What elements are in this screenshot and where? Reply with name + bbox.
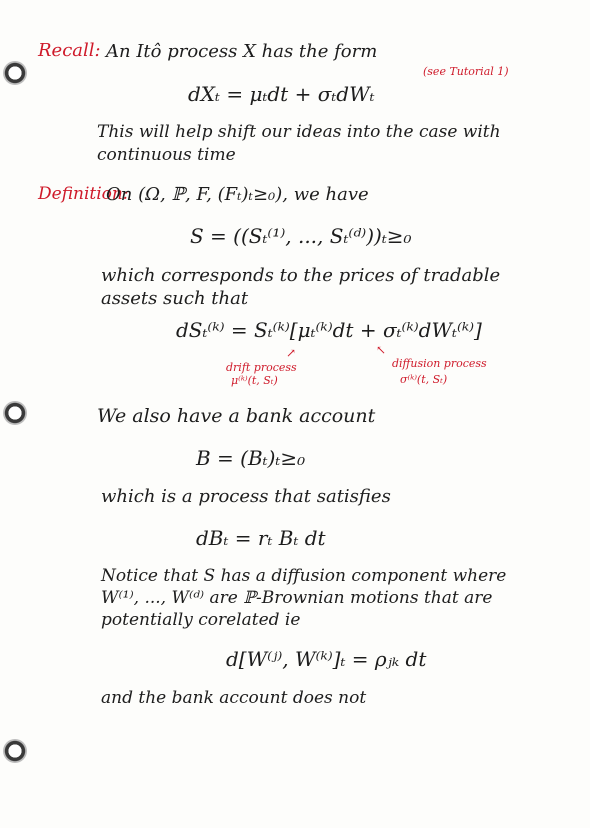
diffusion-arrow-icon: ↖	[376, 343, 387, 357]
notice-line4: and the bank account does not	[101, 688, 367, 708]
binder-hole-icon	[3, 61, 27, 85]
drift-label: drift process	[226, 361, 297, 374]
bank-equation: B = (Bₜ)ₜ≥₀	[196, 446, 306, 470]
definition-text: On (Ω, ℙ, F, (Fₜ)ₜ≥₀), we have	[106, 184, 369, 205]
recall-label: Recall:	[38, 40, 101, 61]
ito-equation: dXₜ = μₜdt + σₜdWₜ	[188, 82, 375, 106]
tutorial-note: (see Tutorial 1)	[423, 65, 509, 78]
recall-comment-line2: continuous time	[97, 145, 236, 165]
binder-hole-icon	[3, 739, 27, 763]
notice-line3: potentially corelated ie	[101, 610, 301, 630]
drift-arrow-icon: ↗	[286, 346, 297, 360]
notice-line2: W⁽¹⁾, ..., W⁽ᵈ⁾ are ℙ-Brownian motions that are	[101, 588, 493, 608]
asset-sde: dSₜ⁽ᵏ⁾ = Sₜ⁽ᵏ⁾[μₜ⁽ᵏ⁾dt + σₜ⁽ᵏ⁾dWₜ⁽ᵏ⁾]	[176, 318, 482, 342]
recall-comment-line1: This will help shift our ideas into the case with	[97, 122, 501, 142]
notice-line1: Notice that S has a diffusion component where	[101, 566, 507, 586]
definition-line1: which corresponds to the prices of tradable	[101, 265, 501, 286]
bank-line2: which is a process that satisfies	[101, 486, 391, 507]
diffusion-label: diffusion process	[392, 357, 487, 370]
definition-label: Definition:	[38, 184, 129, 204]
bank-line1: We also have a bank account	[97, 405, 376, 427]
diffusion-sub: σ⁽ᵏ⁾(t, Sₜ)	[400, 373, 448, 386]
drift-sub: μ⁽ᵏ⁾(t, Sₜ)	[231, 374, 278, 387]
price-process-equation: S = ((Sₜ⁽¹⁾, ..., Sₜ⁽ᵈ⁾))ₜ≥₀	[190, 224, 412, 248]
bank-sde: dBₜ = rₜ Bₜ dt	[196, 526, 326, 550]
covariation-equation: d[W⁽ʲ⁾, W⁽ᵏ⁾]ₜ = ρⱼₖ dt	[226, 647, 427, 671]
recall-text: An Itô process X has the form	[106, 41, 378, 62]
definition-line2: assets such that	[101, 288, 249, 309]
binder-hole-icon	[3, 401, 27, 425]
